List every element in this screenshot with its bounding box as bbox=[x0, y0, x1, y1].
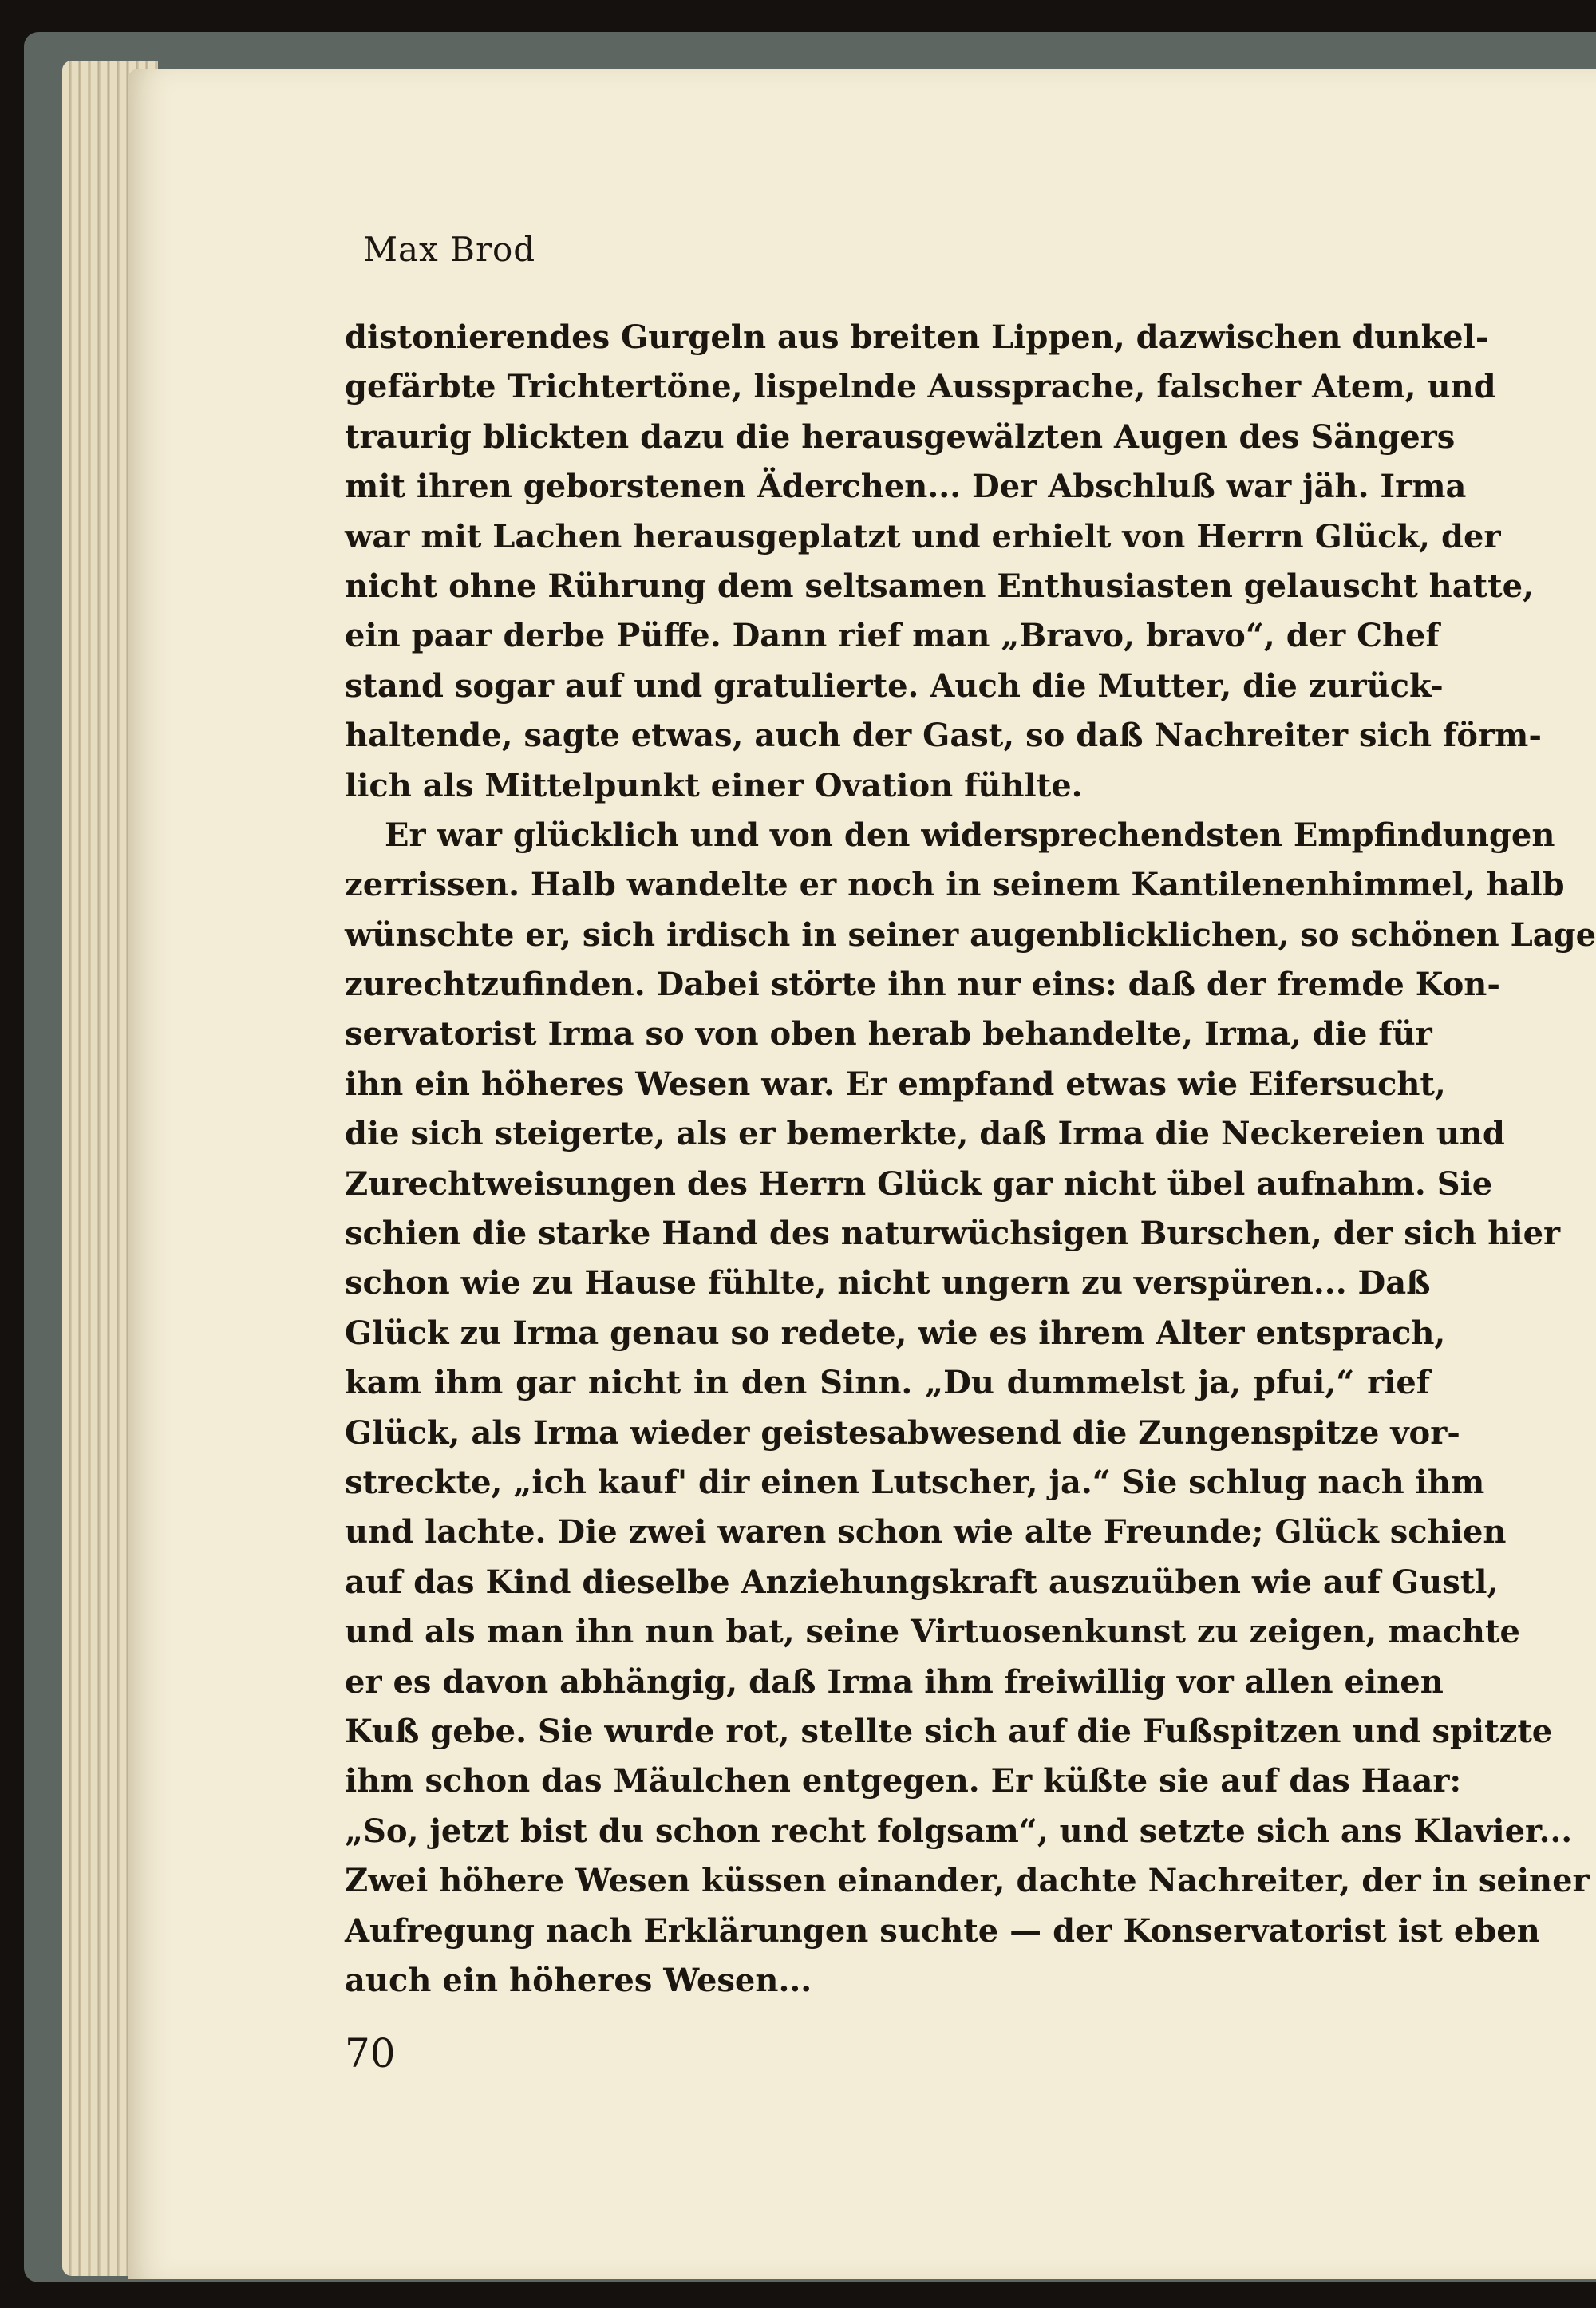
text-line: Glück zu Irma genau so redete, wie es ihrem Alter entsprach, bbox=[345, 1314, 1446, 1352]
text-line: streckte, „ich kauf' dir einen Lutscher, ja.“ Sie schlug nach ihm bbox=[345, 1463, 1485, 1501]
text-line: stand sogar auf und gratulierte. Auch die Mutter, die zurück- bbox=[345, 666, 1444, 705]
text-line: Er war glücklich und von den widersprechendsten Empfindungen bbox=[385, 816, 1555, 854]
text-line: Zwei höhere Wesen küssen einander, dachte Nachreiter, der in seiner bbox=[345, 1862, 1590, 1900]
text-line: Kuß gebe. Sie wurde rot, stellte sich auf die Fußspitzen und spitzte bbox=[345, 1712, 1553, 1750]
text-line: kam ihm gar nicht in den Sinn. „Du dummelst ja, pfui,“ rief bbox=[345, 1364, 1430, 1402]
text-line: er es davon abhängig, daß Irma ihm freiwillig vor allen einen bbox=[345, 1662, 1444, 1701]
text-line: Glück, als Irma wieder geistesabwesend die Zungenspitze vor- bbox=[345, 1413, 1460, 1452]
text-line: gefärbte Trichtertöne, lispelnde Aussprache, falscher Atem, und bbox=[345, 368, 1496, 406]
text-line: ein paar derbe Püffe. Dann rief man „Bravo, bravo“, der Chef bbox=[345, 617, 1440, 655]
text-line: distonierendes Gurgeln aus breiten Lippen, dazwischen dunkel- bbox=[345, 318, 1489, 356]
text-line: wünschte er, sich irdisch in seiner augenblicklichen, so schönen Lage bbox=[345, 915, 1596, 954]
text-line: servatorist Irma so von oben herab behandelte, Irma, die für bbox=[345, 1015, 1432, 1053]
text-line: zerrissen. Halb wandelte er noch in seinem Kantilenenhimmel, halb bbox=[345, 866, 1565, 904]
text-line: zurechtzufinden. Dabei störte ihn nur eins: daß der fremde Kon- bbox=[345, 966, 1500, 1004]
text-line: ihm schon das Mäulchen entgegen. Er küßte sie auf das Haar: bbox=[345, 1762, 1462, 1800]
text-line: schien die starke Hand des naturwüchsigen Burschen, der sich hier bbox=[345, 1215, 1561, 1253]
text-line: die sich steigerte, als er bemerkte, daß Irma die Neckereien und bbox=[345, 1115, 1505, 1153]
running-head: Max Brod bbox=[363, 230, 536, 269]
text-line: auf das Kind dieselbe Anziehungskraft auszuüben wie auf Gustl, bbox=[345, 1563, 1499, 1601]
text-line: schon wie zu Hause fühlte, nicht ungern zu verspüren... Daß bbox=[345, 1264, 1431, 1302]
text-line: mit ihren geborstenen Äderchen... Der Abschluß war jäh. Irma bbox=[345, 468, 1467, 506]
text-line: haltende, sagte etwas, auch der Gast, so daß Nachreiter sich förm- bbox=[345, 717, 1542, 755]
text-line: traurig blickten dazu die herausgewälzten Augen des Sängers bbox=[345, 417, 1456, 456]
text-line: war mit Lachen herausgeplatzt und erhielt von Herrn Glück, der bbox=[345, 517, 1501, 555]
text-line: Aufregung nach Erklärungen suchte — der Konservatorist ist eben bbox=[345, 1911, 1540, 1950]
body-text bbox=[345, 313, 1596, 2006]
text-line: und lachte. Die zwei waren schon wie alte Freunde; Glück schien bbox=[345, 1513, 1507, 1551]
page-number: 70 bbox=[345, 2030, 396, 2077]
text-line: „So, jetzt bist du schon recht folgsam“, und setzte sich ans Klavier... bbox=[345, 1812, 1573, 1850]
text-line: lich als Mittelpunkt einer Ovation fühlte. bbox=[345, 766, 1083, 804]
text-line: Zurechtweisungen des Herrn Glück gar nicht übel aufnahm. Sie bbox=[345, 1164, 1493, 1203]
text-line: ihn ein höheres Wesen war. Er empfand etwas wie Eifersucht, bbox=[345, 1065, 1446, 1103]
text-line: nicht ohne Rührung dem seltsamen Enthusiasten gelauscht hatte, bbox=[345, 567, 1534, 605]
text-line: auch ein höheres Wesen... bbox=[345, 1961, 812, 1999]
text-line: und als man ihn nun bat, seine Virtuosenkunst zu zeigen, machte bbox=[345, 1613, 1520, 1651]
